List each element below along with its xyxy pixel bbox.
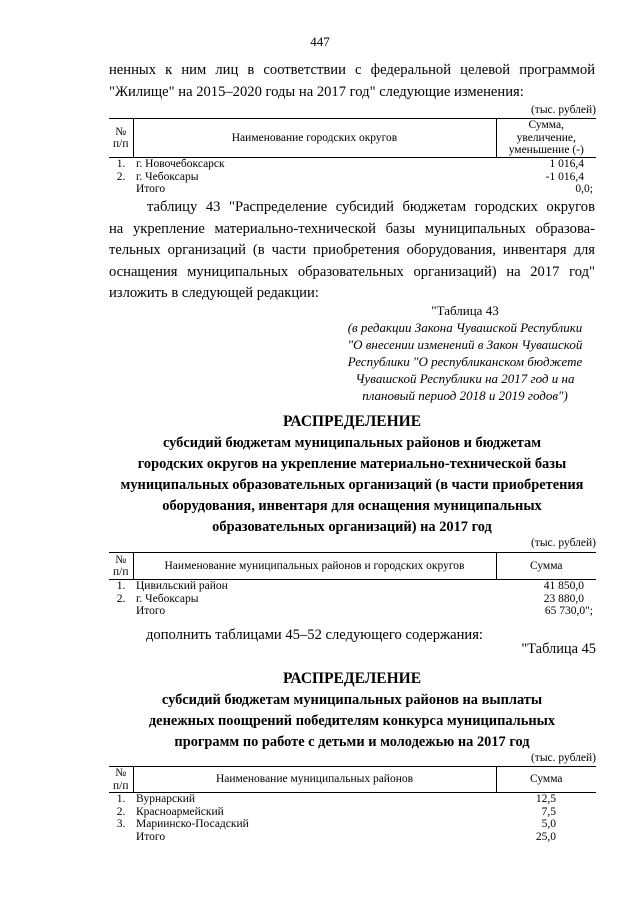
table45-header-name: Наименование муниципальных районов [133, 767, 496, 793]
table43-unit: (тыс. рублей) [530, 537, 596, 549]
table45-header-sum: Сумма [496, 767, 596, 793]
title-line: субсидий бюджетам муниципальных районов и бюджетам [162, 435, 542, 451]
table-row: 2. Красноармейский 7,5 [116, 805, 556, 818]
note-line: (в редакции Закона Чувашской Республики [347, 320, 583, 335]
table43-label: "Таблица 43 [431, 303, 499, 318]
title-line: денежных поощрений победителям конкурса муниципальных [148, 713, 556, 729]
table45-title [109, 670, 595, 753]
table1 [109, 118, 596, 196]
table1-header-sum: Сумма, увеличение, уменьшение (-) [496, 119, 596, 158]
page-number: 447 [310, 34, 330, 49]
title-heading: РАСПРЕДЕЛЕНИЕ [282, 670, 422, 687]
amendment-line: изложить в следующей редакции: [109, 285, 319, 301]
intro-line: "Жилище" на 2015–2020 годы на 2017 год" следующие изменения: [109, 83, 524, 100]
table-row: 1. г. Новочебоксарск 1 016,4 [116, 158, 584, 170]
table45-unit: (тыс. рублей) [530, 752, 596, 764]
table1-unit: (тыс. рублей) [530, 104, 596, 116]
title-line: образовательных организаций) на 2017 год [212, 519, 492, 535]
title-heading: РАСПРЕДЕЛЕНИЕ [282, 413, 422, 430]
note-line: Чувашской Республики на 2017 год и на [355, 371, 575, 386]
table43-header-name: Наименование муниципальных районов и городских округов [133, 553, 496, 580]
amendment-paragraph [109, 197, 595, 305]
table45-header-num: № п/п [109, 767, 133, 793]
amendment-line: тельных организаций (в части приобретения оборудования, инвентаря для [109, 242, 595, 258]
note-line: "О внесении изменений в Закон Чувашской [347, 337, 583, 352]
table43 [109, 552, 596, 618]
table-row: Итого 0,0; [136, 183, 593, 195]
table43-header-sum: Сумма [496, 553, 596, 580]
title-line: городских округов на укрепление материально-технической базы [137, 456, 567, 472]
table43-note [330, 302, 600, 404]
amendment-line: оснащения муниципальных образовательных организаций) на 2017 год" [109, 263, 595, 280]
table45-label: "Таблица 45 [521, 641, 596, 657]
table43-title [109, 413, 595, 538]
table-row: 1. Вурнарский 12,5 [116, 793, 556, 805]
table1-header-name: Наименование городских округов [133, 119, 496, 158]
title-line: муниципальных образовательных организаций (в части приобретения [120, 477, 584, 493]
table-row: Итого 25,0 [136, 830, 556, 843]
table43-header-num: № п/п [109, 553, 133, 580]
note-line: Республики "О республиканском бюджете [347, 354, 583, 369]
table-row: 1. Цивильский район 41 850,0 [116, 580, 584, 592]
table-row: 2. г. Чебоксары 23 880,0 [116, 592, 584, 605]
supplement-line: дополнить таблицами 45–52 следующего содержания: [146, 627, 483, 643]
table1-header-num: № п/п [109, 119, 133, 158]
title-line: оборудования, инвентаря для оснащения муниципальных [162, 498, 542, 514]
note-line: плановый период 2018 и 2019 годов") [362, 388, 568, 403]
title-line: программ по работе с детьми и молодежью на 2017 год [174, 734, 530, 750]
table-row: 2. г. Чебоксары -1 016,4 [116, 170, 584, 183]
amendment-line: на укрепление материально-технической базы муниципальных образова- [109, 220, 595, 237]
table-row: Итого 65 730,0"; [136, 605, 593, 617]
amendment-line: таблицу 43 "Распределение субсидий бюджетам городских округов [147, 199, 595, 215]
table-row: 3. Мариинско-Посадский 5,0 [116, 818, 556, 830]
title-line: субсидий бюджетам муниципальных районов на выплаты [161, 692, 543, 708]
table45 [109, 766, 596, 843]
intro-line: ненных к ним лиц в соответствии с федеральной целевой программой [109, 62, 595, 78]
intro-paragraph [109, 60, 595, 103]
